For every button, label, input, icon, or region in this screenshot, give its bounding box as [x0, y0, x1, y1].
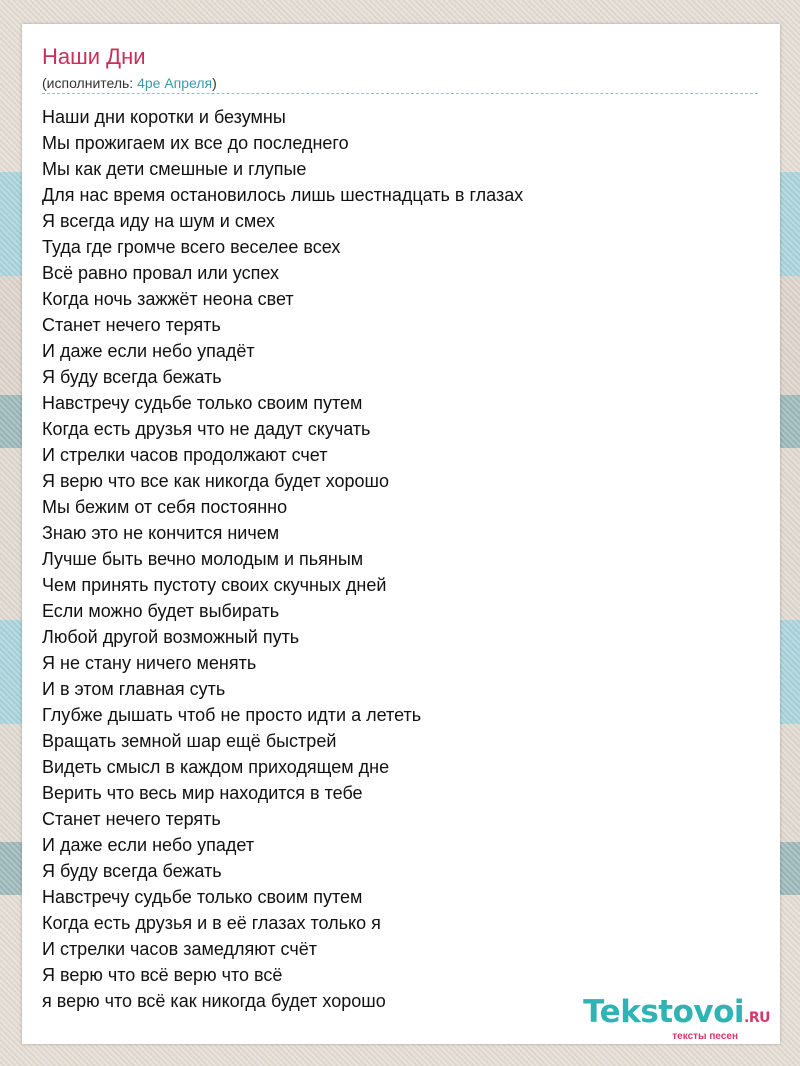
lyric-line: Наши дни коротки и безумны [42, 107, 286, 127]
lyric-line: Я не стану ничего менять [42, 653, 257, 673]
lyric-line: Навстречу судьбе только своим путем [42, 887, 363, 907]
lyric-line: Мы как дети смешные и глупые [42, 159, 307, 179]
dashed-divider [42, 93, 758, 94]
lyric-line: Любой другой возможный путь [42, 627, 300, 647]
lyric-line: Лучше быть вечно молодым и пьяным [42, 549, 364, 569]
lyric-line: И стрелки часов продолжают счет [42, 445, 328, 465]
lyric-line: Видеть смысл в каждом приходящем дне [42, 757, 390, 777]
lyric-line: Мы прожигаем их все до последнего [42, 133, 349, 153]
lyric-line: Туда где громче всего веселее всех [42, 237, 341, 257]
lyric-line: Навстречу судьбе только своим путем [42, 393, 363, 413]
lyric-line: Мы бежим от себя постоянно [42, 497, 288, 517]
lyric-line: Когда есть друзья что не дадут скучать [42, 419, 371, 439]
lyric-line: я верю что всё как никогда будет хорошо [42, 991, 386, 1011]
artist-suffix: ) [212, 75, 217, 91]
artist-link[interactable]: 4ре Апреля [137, 75, 213, 91]
logo-brand-text: Tekstovoi [583, 994, 745, 1030]
lyric-line: И стрелки часов замедляют счёт [42, 939, 317, 959]
lyric-line: Для нас время остановилось лишь шестнадцать в глазах [42, 185, 524, 205]
lyric-line: Когда ночь зажжёт неона свет [42, 289, 294, 309]
lyric-line: Вращать земной шар ещё быстрей [42, 731, 337, 751]
lyrics-card [22, 24, 780, 1044]
lyric-line: Станет нечего терять [42, 315, 221, 335]
lyric-line: Глубже дышать чтоб не просто идти а лететь [42, 705, 422, 725]
lyric-line: Я буду всегда бежать [42, 367, 222, 387]
logo-tagline: тексты песен [672, 1031, 738, 1042]
logo-brand [583, 995, 770, 1035]
artist-prefix: (исполнитель: [42, 75, 138, 91]
lyric-line: Знаю это не кончится ничем [42, 523, 280, 543]
lyrics-list [42, 104, 523, 1014]
lyric-line: Я верю что всё верю что всё [42, 965, 283, 985]
lyric-line: Если можно будет выбирать [42, 601, 280, 621]
lyric-line: Когда есть друзья и в её глазах только я [42, 913, 381, 933]
lyric-line: И даже если небо упадёт [42, 341, 255, 361]
site-logo[interactable] [583, 995, 770, 1042]
lyric-line: Всё равно провал или успех [42, 263, 279, 283]
lyric-line: Чем принять пустоту своих скучных дней [42, 575, 387, 595]
lyric-line: Я верю что все как никогда будет хорошо [42, 471, 389, 491]
lyric-line: Верить что весь мир находится в тебе [42, 783, 363, 803]
lyric-line: Станет нечего терять [42, 809, 221, 829]
lyric-line: И в этом главная суть [42, 679, 226, 699]
lyric-line: И даже если небо упадет [42, 835, 255, 855]
song-title: Наши Дни [42, 44, 146, 69]
logo-tld: .RU [744, 1010, 770, 1026]
lyric-line: Я всегда иду на шум и смех [42, 211, 275, 231]
lyric-line: Я буду всегда бежать [42, 861, 222, 881]
artist-line [42, 74, 217, 92]
